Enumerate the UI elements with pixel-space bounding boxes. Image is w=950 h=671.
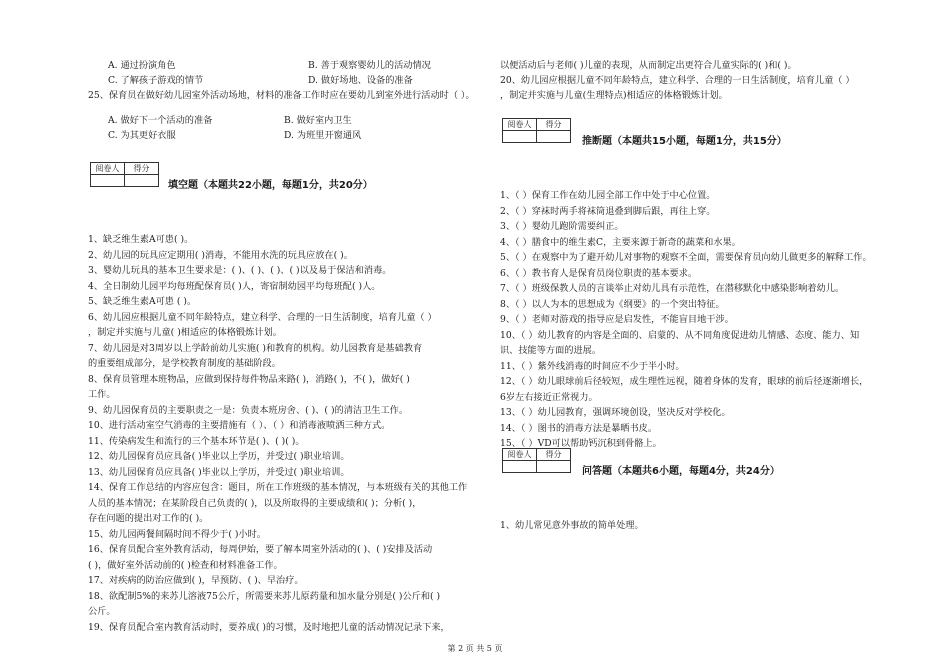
fill-in-question-line: ，制定并实施与儿童( )相适应的体格锻炼计划。 xyxy=(88,327,282,338)
fill-in-question-line: 的重要组成部分，是学校教育制度的基础阶段。 xyxy=(88,358,281,369)
fill-in-question-line: 4、全日制幼儿园平均每班配保育员( )人，寄宿制幼园平均每班配( )人。 xyxy=(88,280,381,292)
reviewer-cell xyxy=(503,461,537,473)
judge-question-line: 识、技能等方面的进展。 xyxy=(500,345,602,356)
fill-in-question-line: 存在问题的提出对工作的( )。 xyxy=(88,513,209,524)
judge-question-line: 2、（ ）穿袜时两手将袜筒退叠到脚后跟，再往上穿。 xyxy=(500,205,716,217)
fill-in-question-line: 13、幼儿园保育员应具备( )毕业以上学历，并受过( )职业培训。 xyxy=(88,466,350,478)
score-cell xyxy=(537,131,571,143)
fill-in-question-line: 9、幼儿园保育员的主要职责之一是：负责本班房舍、( )、( )的清洁卫生工作。 xyxy=(88,404,409,416)
question-line: 以便活动后与老师( )儿童的表现，从而制定出更符合儿童实际的( )和( )。 xyxy=(500,60,797,71)
q25-option-d: D. 为班里开窗通风 xyxy=(284,130,362,141)
fill-in-question-line: 18、欲配制5%的来苏儿溶液75公斤，所需要来苏儿原药量和加水量分别是( )公斤和( ) xyxy=(88,590,441,602)
judge-question-line: 13、（ ）幼儿园教育，强调环境创设，坚决反对学校化。 xyxy=(500,407,731,418)
fill-in-question-line: 16、保育员配合室外教育活动，每周伊始，要了解本周室外活动的( )、( )安排及活动 xyxy=(88,544,433,555)
q25-option-b: B. 做好室内卫生 xyxy=(284,115,352,126)
judge-question-line: 6岁左右接近正常视力。 xyxy=(500,391,598,403)
score-label: 得分 xyxy=(537,119,571,131)
section-title-judge: 推断题（本题共15小题，每题1分，共15分） xyxy=(582,136,787,147)
section-title-qa: 问答题（本题共6小题，每题4分，共24分） xyxy=(582,466,780,477)
page-footer: 第 2 页 共 5 页 xyxy=(447,644,503,653)
fill-in-question-line: 工作。 xyxy=(88,389,116,400)
reviewer-label: 阅卷人 xyxy=(91,163,125,175)
judge-question-line: 9、（ ）老师对游戏的指导应是启发性，不能盲目地干涉。 xyxy=(500,314,734,325)
fill-in-question-line: 公斤。 xyxy=(88,606,116,617)
fill-in-question-line: 11、传染病发生和流行的三个基本环节是( )、( )( )。 xyxy=(88,435,305,447)
q25-option-a: A. 做好下一个活动的准备 xyxy=(108,115,213,126)
judge-question-line: 6、（ ）教书育人是保育员岗位职责的基本要求。 xyxy=(500,267,698,279)
q24-option-b: B. 善于观察婴幼儿的活动情况 xyxy=(308,60,431,71)
judge-question-line: 14、（ ）图书的消毒方法是暴晒书皮。 xyxy=(500,422,658,434)
fill-in-question-line: 2、幼儿园的玩具应定期用( )消毒，不能用水洗的玩具应放在( )。 xyxy=(88,249,353,261)
fill-in-question-line: 人员的基本情况；在某阶段自己负责的( )，以及所取得的主要成绩和( )；分析( )， xyxy=(88,497,422,509)
judge-question-line: 15、（ ）VD可以帮助钙沉积到骨骼上。 xyxy=(500,438,662,449)
q24-option-d: D. 做好场地、设备的准备 xyxy=(308,75,413,86)
score-box-qa xyxy=(502,448,571,473)
judge-question-line: 7、（ ）班级保教人员的言谈举止对幼儿具有示范性，在潜移默化中感染影响着幼儿。 xyxy=(500,283,845,294)
fill-in-question-line: 6、幼儿园应根据儿童不同年龄特点，建立科学、合理的一日生活制度，培育儿童（ ） xyxy=(88,311,437,323)
judge-question-line: 3、（ ）婴幼儿跑阶需要纠正。 xyxy=(500,221,624,232)
question-line: 20、幼儿园应根据儿童不同年龄特点，建立科学、合理的一日生活制度，培育儿童（ ） xyxy=(500,75,855,86)
fill-in-question-line: 15、幼儿园两餐间隔时间不得少于( )小时。 xyxy=(88,528,266,540)
fill-in-question-line: 14、保育工作总结的内容应包含：题目，所在工作班级的基本情况，与本班级有关的其他工作 xyxy=(88,482,468,493)
score-cell xyxy=(125,175,159,187)
q25-option-c: C. 为其更好衣服 xyxy=(108,130,176,141)
fill-in-question-line: 1、缺乏维生素A可患( )。 xyxy=(88,234,194,245)
judge-question-line: 10、（ ）幼儿教育的内容是全面的、启蒙的、从不同角度促进幼儿情感、态度、能力、知 xyxy=(500,329,860,341)
reviewer-label: 阅卷人 xyxy=(503,449,537,461)
reviewer-cell xyxy=(91,175,125,187)
judge-question-line: 8、（ ）以人为本的思想成为《纲要》的一个突出特征。 xyxy=(500,298,725,310)
judge-question-line: 4、（ ）膳食中的维生素C，主要来源于新奇的蔬菜和水果。 xyxy=(500,236,741,248)
q24-option-a: A. 通过扮演角色 xyxy=(108,60,176,71)
fill-in-question-line: 17、对疾病的防治应做到( )，早预防、( )、早治疗。 xyxy=(88,575,304,586)
q25-stem: 25、保育员在做好幼儿园室外活动场地，材料的准备工作时应在要幼儿到室外进行活动时（ ）。 xyxy=(88,90,475,101)
score-box-judge xyxy=(502,118,571,143)
score-cell xyxy=(537,461,571,473)
question-line: ，制定并实施与儿童(生理特点)相适应的体格锻炼计划。 xyxy=(500,90,728,101)
score-label: 得分 xyxy=(537,449,571,461)
fill-in-question-line: 10、进行活动室空气消毒的主要措施有（ ）、（ ）和消毒液喷洒三种方式。 xyxy=(88,420,391,431)
judge-question-line: 12、（ ）幼儿眼球前后径较短，成生理性远视，随着身体的发育，眼球的前后径逐渐增长， xyxy=(500,376,869,387)
fill-in-question-line: ( )，做好室外活动前的( )检查和材料准备工作。 xyxy=(88,559,283,571)
fill-in-question-line: 8、保育员管理本班物品，应做到保持每件物品来路( )，消路( )，不( )，做好( ) xyxy=(88,373,410,385)
score-label: 得分 xyxy=(125,163,159,175)
section-title-fill-in: 填空题（本题共22小题，每题1分，共20分） xyxy=(168,180,373,191)
reviewer-cell xyxy=(503,131,537,143)
q24-option-c: C. 了解孩子游戏的情节 xyxy=(108,75,204,86)
reviewer-label: 阅卷人 xyxy=(503,119,537,131)
judge-question-line: 11、（ ）紫外线消毒的时间应不少于半小时。 xyxy=(500,360,685,372)
qa-question-line: 1、幼儿常见意外事故的简单处理。 xyxy=(500,520,644,531)
judge-question-line: 1、（ ）保育工作在幼儿园全部工作中处于中心位置。 xyxy=(500,190,716,201)
score-box-fill-in xyxy=(90,162,159,187)
fill-in-question-line: 5、缺乏维生素A可患 ( )。 xyxy=(88,296,197,307)
fill-in-question-line: 19、保育员配合室内教育活动时，要养成( )的习惯，及时地把儿童的活动情况记录下来， xyxy=(88,621,450,633)
fill-in-question-line: 3、婴幼儿玩具的基本卫生要求是：( )、( )、( )、( )以及易于保洁和消毒。 xyxy=(88,265,392,276)
fill-in-question-line: 7、幼儿园是对3周岁以上学龄前幼儿实施( )和教育的机构。幼儿园教育是基础教育 xyxy=(88,342,423,354)
fill-in-question-line: 12、幼儿园保育员应具备( )毕业以上学历，并受过( )职业培训。 xyxy=(88,451,350,462)
judge-question-line: 5、（ ）在观察中为了避开幼儿对事物的观察不全面，需要保育员向幼儿做更多的解释工作。 xyxy=(500,252,872,263)
